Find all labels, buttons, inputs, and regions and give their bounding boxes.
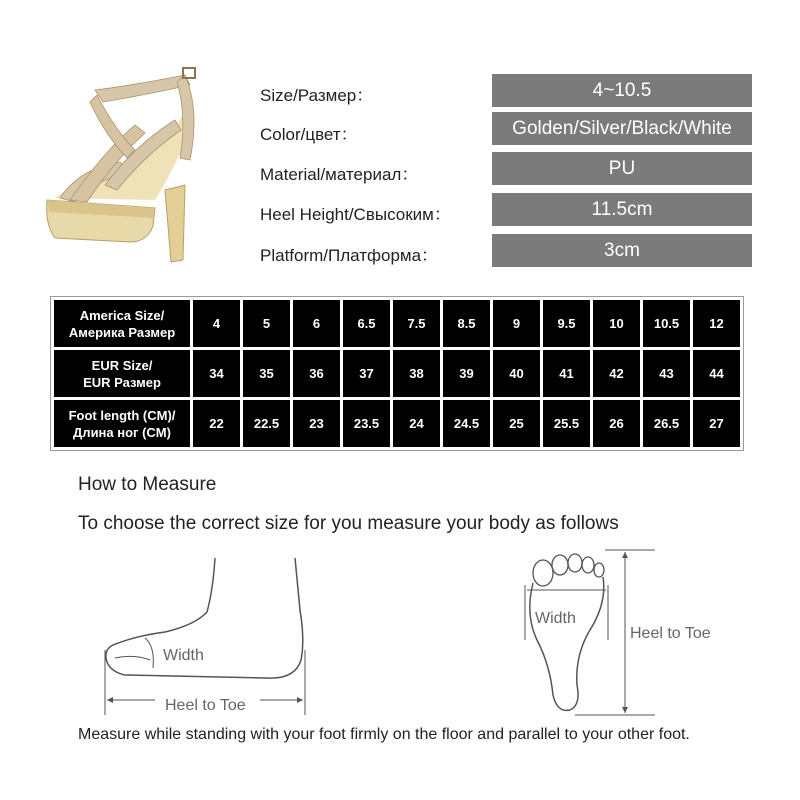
table-cell: 38 <box>393 350 440 397</box>
table-cell: 26.5 <box>643 400 690 447</box>
table-cell: 24.5 <box>443 400 490 447</box>
row-header-america-size <box>54 300 190 347</box>
table-cell: 10.5 <box>643 300 690 347</box>
top-foot-diagram <box>515 545 745 720</box>
table-cell: 24 <box>393 400 440 447</box>
table-cell: 8.5 <box>443 300 490 347</box>
spec-value-color: Golden/Silver/Black/White <box>492 112 752 145</box>
spec-label-heel-height: Heel Height/Свысоким： <box>260 205 451 224</box>
table-cell: 43 <box>643 350 690 397</box>
toe-line <box>115 656 150 660</box>
foot-outline <box>530 577 604 710</box>
spec-label-size: Size/Размер： <box>260 86 374 105</box>
side-width-label: Width <box>163 647 204 664</box>
table-row-foot-length <box>54 400 740 447</box>
table-cell: 37 <box>343 350 390 397</box>
row-header-line1: EUR Size/ <box>91 357 153 373</box>
table-cell: 23.5 <box>343 400 390 447</box>
spec-label-platform: Platform/Платформа： <box>260 246 439 265</box>
table-cell: 4 <box>193 300 240 347</box>
table-cell: 42 <box>593 350 640 397</box>
table-cell: 6.5 <box>343 300 390 347</box>
row-header-foot-length <box>54 400 190 447</box>
table-cell: 39 <box>443 350 490 397</box>
side-length-label: Heel to Toe <box>165 697 246 714</box>
row-header-line2: EUR Размер <box>83 374 161 390</box>
table-cell: 12 <box>693 300 740 347</box>
table-cell: 44 <box>693 350 740 397</box>
table-row-america-size <box>54 300 740 347</box>
table-cell: 25 <box>493 400 540 447</box>
table-cell: 26 <box>593 400 640 447</box>
toe-icon <box>582 557 594 573</box>
sandal-product-image <box>35 50 235 270</box>
width-line <box>145 638 153 668</box>
spec-value-heel-height: 11.5cm <box>492 193 752 226</box>
table-cell: 7.5 <box>393 300 440 347</box>
table-cell: 25.5 <box>543 400 590 447</box>
measure-note: Measure while standing with your foot firmly on the floor and parallel to your other foot. <box>78 726 690 743</box>
spec-value-platform: 3cm <box>492 234 752 267</box>
table-cell: 23 <box>293 400 340 447</box>
table-cell: 9 <box>493 300 540 347</box>
row-header-eur-size <box>54 350 190 397</box>
table-cell: 10 <box>593 300 640 347</box>
table-row-eur-size <box>54 350 740 397</box>
table-cell: 36 <box>293 350 340 397</box>
row-header-line1: America Size/ <box>79 307 165 323</box>
table-cell: 27 <box>693 400 740 447</box>
table-cell: 22 <box>193 400 240 447</box>
spec-value-material: PU <box>492 152 752 185</box>
measure-subtitle: To choose the correct size for you measure your body as follows <box>78 513 619 534</box>
toe-icon <box>594 563 604 577</box>
size-chart-table <box>50 296 744 451</box>
table-cell: 34 <box>193 350 240 397</box>
row-header-line2: Америка Размер <box>68 324 176 340</box>
top-length-label: Heel to Toe <box>630 625 711 642</box>
measure-title: How to Measure <box>78 474 217 495</box>
toe-icon <box>568 554 582 572</box>
toe-icon <box>552 555 568 575</box>
spec-label-material: Material/материал： <box>260 165 419 184</box>
table-cell: 6 <box>293 300 340 347</box>
side-foot-diagram <box>95 550 325 725</box>
foot-outline <box>106 558 303 678</box>
table-cell: 9.5 <box>543 300 590 347</box>
spec-label-color: Color/цвет： <box>260 125 358 144</box>
table-cell: 22.5 <box>243 400 290 447</box>
table-cell: 40 <box>493 350 540 397</box>
row-header-line2: Длина ног (CM) <box>73 424 171 440</box>
row-header-line1: Foot length (CM)/ <box>68 407 176 423</box>
toe-icon <box>533 560 553 586</box>
table-cell: 41 <box>543 350 590 397</box>
table-cell: 35 <box>243 350 290 397</box>
top-width-label: Width <box>535 610 576 627</box>
spec-value-size: 4~10.5 <box>492 74 752 107</box>
table-cell: 5 <box>243 300 290 347</box>
